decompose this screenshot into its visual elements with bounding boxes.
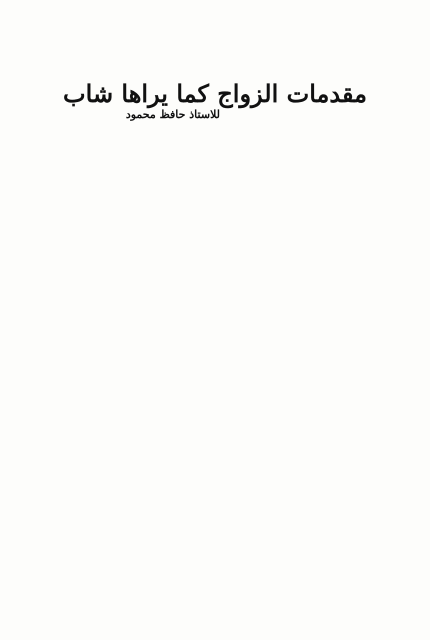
article-paragraph-1 — [18, 128, 412, 242]
article-title: مقدمات الزواج كما يراها شاب — [63, 79, 367, 109]
article-byline: للاستاذ حافظ محمود — [125, 108, 220, 121]
article-body — [18, 128, 412, 632]
article-paragraph-4 — [18, 489, 412, 584]
article-paragraph-5 — [18, 584, 412, 622]
article-paragraph-3 — [18, 356, 412, 489]
article-paragraph-2 — [18, 242, 412, 356]
